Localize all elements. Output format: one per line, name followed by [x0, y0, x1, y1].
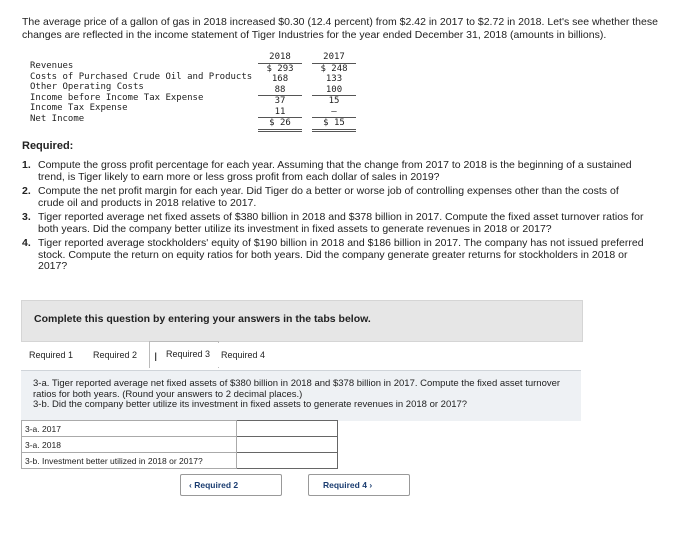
tab-required-2[interactable]: Required 2	[85, 343, 145, 367]
cell: $ 15	[312, 118, 356, 132]
item-text: Tiger reported average stockholders' equity of $190 billion in 2018 and $186 billion in 2017. The company has not issued preferred stock. Compute the return on equity ratios for both years. Did the company generate greater returns for stockholders in 2018 or 2017?	[38, 237, 644, 272]
row-label: Revenues	[30, 61, 74, 71]
cell: 168	[271, 74, 289, 84]
item-text: Tiger reported average net fixed assets of $380 billion in 2018 and $378 billion in 2017. Compute the fixed asset turnover ratios for both years. Did the company better utilize its investment in fixed assets to generate revenues in 2018 or 2017?	[38, 211, 644, 235]
table-row	[22, 421, 338, 437]
cell: 11	[258, 107, 302, 119]
answer-cell	[237, 453, 338, 469]
text-cursor-icon: I	[154, 350, 158, 364]
required-heading: Required:	[22, 140, 74, 152]
row-label: Net Income	[30, 113, 85, 124]
item-text: Compute the gross profit percentage for each year. Assuming that the change from 2017 to 2018 is the beginning of a sustained trend, is Tiger likely to earn more or less gross profit from each dollar of sales in 2019?	[38, 159, 632, 183]
table-row	[22, 437, 338, 453]
item-number: 1.	[22, 159, 31, 171]
column-2017	[312, 52, 356, 132]
cell: 100	[312, 85, 356, 97]
item-text: Compute the net profit margin for each year. Did Tiger do a better or worse job of controlling expenses other than the costs of crude oil and products in 2018 relative to 2017.	[38, 185, 619, 209]
cell: $ 26	[258, 118, 302, 132]
cell: 37	[274, 96, 286, 106]
cell: $ 293	[266, 63, 294, 74]
better-year-input[interactable]	[237, 453, 337, 468]
tab-label: Required 3	[166, 349, 211, 359]
cell: –	[312, 107, 356, 119]
answer-cell	[237, 437, 338, 453]
list-item	[22, 238, 647, 273]
cell: 88	[258, 85, 302, 97]
tab-required-1[interactable]: Required 1	[21, 343, 81, 367]
next-required-4-button[interactable]	[308, 474, 410, 496]
button-label: Required 2	[194, 480, 239, 490]
fat-2017-input[interactable]	[237, 421, 337, 436]
row-label: 3-a. 2017	[22, 421, 237, 437]
list-item	[22, 212, 647, 235]
prev-required-2-button[interactable]	[180, 474, 282, 496]
row-label: 3-b. Investment better utilized in 2018 or 2017?	[22, 453, 237, 469]
column-2018	[258, 52, 302, 132]
chevron-left-icon: ‹	[189, 480, 192, 490]
cell: $ 248	[320, 63, 348, 74]
column-header: 2017	[312, 52, 356, 64]
list-item	[22, 160, 647, 183]
requirements-list	[22, 160, 647, 276]
list-item	[22, 186, 647, 209]
row-label: Income before Income Tax Expense	[30, 92, 204, 103]
question-panel	[21, 370, 581, 421]
statement-labels	[30, 61, 260, 124]
chevron-right-icon: ›	[369, 480, 373, 490]
answer-cell	[237, 421, 338, 437]
item-number: 3.	[22, 211, 31, 223]
table-row	[22, 453, 338, 469]
row-label: Income Tax Expense	[30, 103, 128, 113]
row-label: Costs of Purchased Crude Oil and Products	[30, 71, 253, 82]
fat-2018-input[interactable]	[237, 437, 337, 452]
problem-intro: The average price of a gallon of gas in 2018 increased $0.30 (12.4 percent) from $2.42 in 2017 to $2.72 in 2018. Let's see whether these changes are reflected in the income statement of Tiger Industries for the year ended December 31, 2018 (amounts in billions).	[22, 16, 658, 41]
button-label: Required 4	[323, 480, 367, 490]
tab-required-4[interactable]: Required 4	[213, 343, 273, 367]
cell: 15	[328, 96, 340, 106]
row-label: 3-a. 2018	[22, 437, 237, 453]
item-number: 2.	[22, 185, 31, 197]
answer-table	[21, 420, 338, 469]
instruction-banner	[21, 300, 583, 342]
tab-required-3[interactable]	[149, 341, 219, 368]
column-header: 2018	[258, 52, 302, 64]
cell: 133	[325, 74, 343, 84]
panel-instructions: 3-a. Tiger reported average net fixed assets of $380 billion in 2018 and $378 billion in 2017. Compute the fixed asset turnover ratios for both years. (Round your answers to 2 decimal places.) 3-b. Did the company better utilize its investment in fixed assets to generate revenues in 2018 or 2017?	[33, 378, 561, 410]
row-label: Other Operating Costs	[30, 82, 144, 92]
banner-text: Complete this question by entering your answers in the tabs below.	[34, 313, 371, 325]
item-number: 4.	[22, 237, 31, 249]
